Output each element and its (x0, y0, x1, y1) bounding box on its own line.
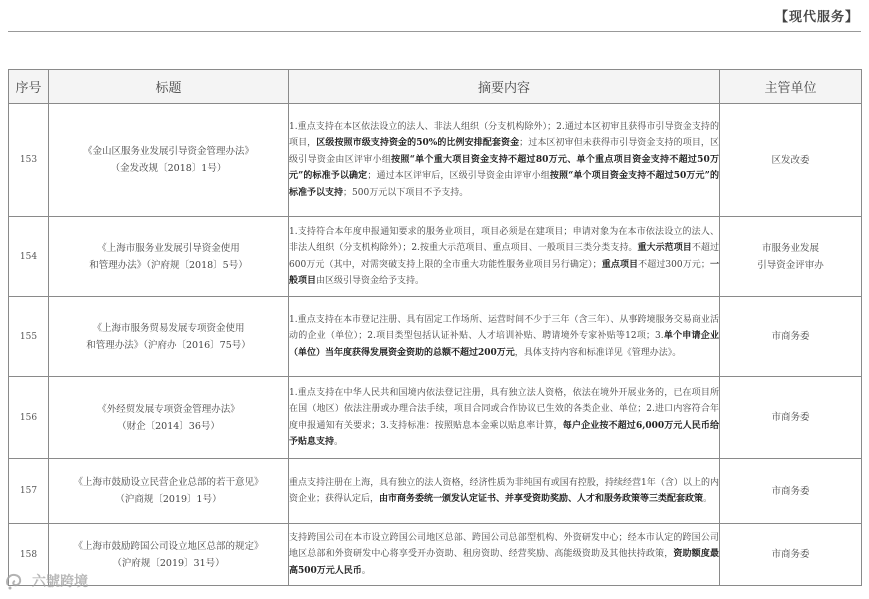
watermark-text: 六號跨境 (32, 574, 88, 590)
department-line: 市商务委 (771, 485, 810, 497)
policy-summary-cell (289, 459, 720, 524)
summary-text: ；过本区初审但未获得市引导资金支持的项目，区级引导资金由区评审小组 (289, 138, 719, 165)
policy-title-cell (49, 297, 289, 377)
policy-title-line: （沪府规〔2019〕31号） (112, 557, 225, 569)
summary-text: ；500万元以下项目不予支持。 (343, 187, 469, 198)
summary-highlight: 按照“单个重大项目资金支持不超过80万元、单个重点项目资金支持不超过50万元”的标准予以确定 (289, 154, 719, 182)
department-cell (720, 297, 862, 377)
column-header-num: 序号 (9, 70, 49, 104)
summary-text: 1.重点支持在本市登记注册、具有固定工作场所、运营时间不少于三年（含三年）、从事跨境服务交易商业活动的企业（单位）；2.项目类型包括认证补贴、人才培训补贴、聘请境外专家补贴等12项；3. (289, 314, 719, 342)
summary-text: 。 (703, 494, 713, 504)
policy-title-line: 《上海市服务贸易发展专项资金使用 (92, 322, 245, 334)
summary-highlight: 区级按照市级支持资金的50%的比例安排配套资金 (316, 138, 520, 149)
row-number: 156 (9, 377, 49, 459)
summary-text: 。 (361, 565, 371, 576)
department-cell (720, 524, 862, 586)
table-row (9, 377, 862, 459)
policy-title-line: 《金山区服务业发展引导资金管理办法》 (82, 146, 254, 157)
summary-highlight: 一般项目 (289, 259, 719, 286)
table-header-row (9, 70, 862, 104)
row-number: 157 (9, 459, 49, 524)
watermark (4, 571, 88, 591)
policy-title-line: 《上海市鼓励设立民营企业总部的若干意见》 (73, 477, 264, 488)
row-number: 155 (9, 297, 49, 377)
policy-title-line: 《外经贸发展专项资金管理办法》 (97, 403, 240, 415)
policy-summary-cell (289, 524, 720, 586)
policy-title-cell (49, 104, 289, 217)
policy-title-line: 和管理办法》（沪府规〔2018〕5号） (89, 259, 248, 271)
department-line: 市商务委 (771, 331, 810, 342)
summary-text: 由区级引导资金给予支持。 (316, 276, 425, 286)
policy-title-cell (49, 459, 289, 524)
table-row (9, 217, 862, 297)
summary-highlight: 单个申请企业（单位）当年度获得发展资金资助的总额不超过200万元 (289, 331, 719, 358)
table-row (9, 297, 862, 377)
policy-summary-cell (289, 217, 720, 297)
department-line: 市商务委 (771, 412, 810, 423)
table-row (9, 459, 862, 524)
summary-highlight: 由市商务委统一颁发认定证书、并享受资助奖励、人才和服务政策等三类配套政策 (379, 494, 704, 504)
policy-title-line: 《上海市鼓励跨国公司设立地区总部的规定》 (73, 540, 264, 552)
summary-highlight: 每户企业按不超过6,000万元人民币给予贴息支持 (289, 420, 720, 447)
section-tag: 【现代服务】 (774, 10, 859, 25)
department-line: 市服务业发展 (761, 242, 819, 254)
policy-title-line: 《上海市服务业发展引导资金使用 (97, 242, 240, 254)
department-line: 引导资金评审办 (757, 259, 824, 271)
summary-text: 不超过600万元（其中，对需突破支持上限的全市重大功能性服务业项目另行确定）； (289, 243, 719, 270)
policy-summary-cell (289, 104, 720, 217)
policy-table (8, 69, 862, 586)
policy-summary-cell (289, 297, 720, 377)
swirl-logo-icon (4, 571, 26, 591)
summary-text: ，具体支持内容和标准详见《管理办法》。 (514, 347, 682, 358)
row-number: 153 (9, 104, 49, 217)
summary-text: 1.重点支持在中华人民共和国境内依法登记注册，具有独立法人资格，依法在境外开展业务的，已在项目所在国（地区）依法注册或办理合法手续，项目合同或合作协议已生效的各类企业、单位；2.进口内容符合年度申报通知有关要求；3.支持标准：按照贴息本金乘以贴息率计算， (289, 387, 719, 431)
summary-text: ；通过本区评审后，区级引导资金由评审小组 (367, 171, 550, 182)
row-number: 158 (9, 524, 49, 586)
department-cell (720, 217, 862, 297)
table-row (9, 104, 862, 217)
department-cell (720, 377, 862, 459)
header-rule (8, 31, 861, 32)
summary-highlight: 重大示范项目 (637, 243, 692, 253)
policy-title-cell (49, 217, 289, 297)
table-row (9, 524, 862, 586)
department-cell (720, 104, 862, 217)
summary-text: 1.支持符合本年度申报通知要求的服务业项目，项目必须是在建项目；申请对象为在本市依法设立的法人、非法人组织（分支机构除外）；2.按重大示范项目、重点项目、一般项目三类分类支持。 (289, 226, 719, 253)
column-header-title: 标题 (49, 70, 289, 104)
policy-summary-cell (289, 377, 720, 459)
policy-title-line: （财企〔2014〕36号） (117, 420, 220, 432)
summary-text: 重点支持注册在上海，具有独立的法人资格，经济性质为非纯国有或国有控股，持续经营1年（含）以上的内资企业；获得认定后， (289, 477, 719, 504)
summary-highlight: 资助额度最高500万元人民币 (289, 549, 719, 576)
summary-text: 不超过300万元； (638, 259, 710, 270)
policy-title-line: （沪商规〔2019〕1号） (115, 494, 222, 505)
policy-title-line: （金发改规〔2018〕1号） (110, 163, 227, 174)
policy-title-line: 和管理办法》（沪府办〔2016〕75号） (86, 339, 251, 351)
summary-text: 。 (334, 437, 344, 447)
department-cell (720, 459, 862, 524)
column-header-dept: 主管单位 (720, 70, 862, 104)
policy-title-cell (49, 377, 289, 459)
summary-text: 支持跨国公司在本市设立跨国公司地区总部、跨国公司总部型机构、外资研发中心；经本市认定的跨国公司地区总部和外资研发中心将享受开办资助、租房资助、经营奖励、高能级资助及其他扶持政策， (289, 532, 719, 560)
column-header-summary: 摘要内容 (289, 70, 720, 104)
department-line: 市商务委 (771, 549, 810, 560)
summary-highlight: 重点项目 (601, 259, 639, 270)
row-number: 154 (9, 217, 49, 297)
department-line: 区发改委 (771, 154, 810, 166)
summary-highlight: 按照“单个项目资金支持不超过50万元”的标准予以支持 (289, 171, 719, 198)
summary-text: 1.重点支持在本区依法设立的法人、非法人组织（分支机构除外）；2.通过本区初审且获得市引导资金支持的项目， (289, 121, 719, 149)
